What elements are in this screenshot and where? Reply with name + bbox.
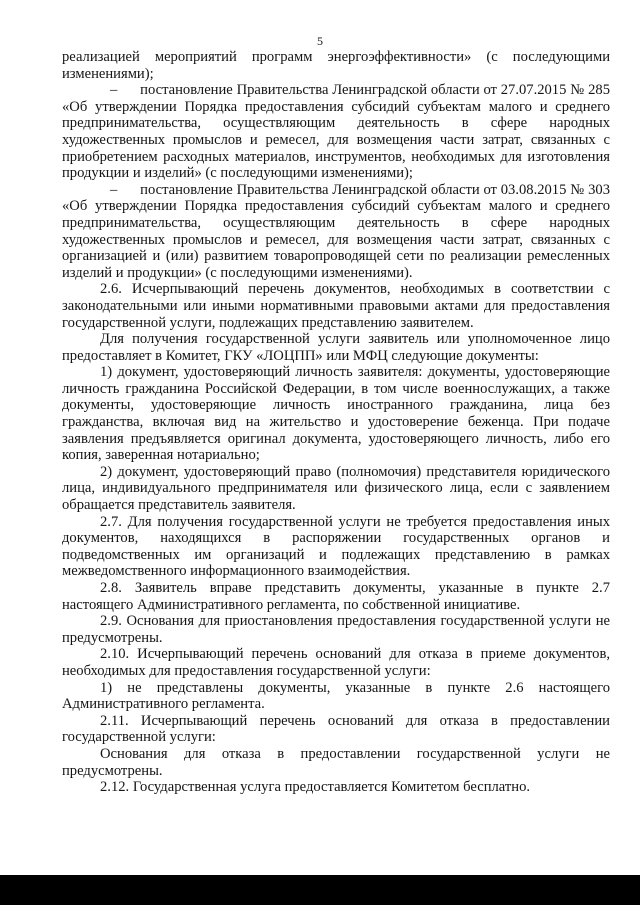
list-item-resolution-303: – постановление Правительства Ленинградской области от 03.08.2015 № 303 «Об утверждении Порядка предоставления субсидий субъектам малого и среднего предпринимательства, осуществляющим деятельность в сфере народных художественных промыслов и ремесел, для возмещения части затрат, связанных с организацией и (или) развитием товаропроводящей сети по реализации ремесленных изделий и продукции» (с последующими изменениями). xyxy=(62,181,610,281)
paragraph-energy-efficiency-end: реализацией мероприятий программ энергоэффективности» (с последующими изменениями); xyxy=(62,49,610,82)
paragraph-2-6: 2.6. Исчерпывающий перечень документов, необходимых в соответствии с законодательными или иными нормативными правовыми актами для предоставления государственной услуги, подлежащих представлению заявителем. xyxy=(62,281,610,331)
scan-bottom-border xyxy=(0,875,640,905)
paragraph-2-7: 2.7. Для получения государственной услуги не требуется предоставления иных документов, находящихся в распоряжении государственных органов и подведомственных им организаций и подлежащих представлению в рамках межведомственного информационного взаимодействия. xyxy=(62,513,610,580)
paragraph-2-10: 2.10. Исчерпывающий перечень оснований для отказа в приеме документов, необходимых для предоставления государственной услуги: xyxy=(62,646,610,679)
paragraph-no-refusal-grounds: Основания для отказа в предоставлении государственной услуги не предусмотрены. xyxy=(62,745,610,779)
paragraph-2-12: 2.12. Государственная услуга предоставляется Комитетом бесплатно. xyxy=(100,779,531,796)
document-body xyxy=(62,49,610,796)
page-number: 5 xyxy=(317,34,323,48)
paragraph-2-8: 2.8. Заявитель вправе представить документы, указанные в пункте 2.7 настоящего Административного регламента, по собственной инициативе. xyxy=(62,580,610,613)
paragraph-documents-intro: Для получения государственной услуги заявитель или уполномоченное лицо предоставляет в Комитет, ГКУ «ЛОЦПП» или МФЦ следующие документы: xyxy=(62,331,610,364)
list-item-resolution-285: – постановление Правительства Ленинградской области от 27.07.2015 № 285 «Об утверждении Порядка предоставления субсидий субъектам малого и среднего предпринимательства, осуществляющим деятельность в сфере народных художественных промыслов и ремесел, для возмещения части затрат, связанных с приобретением расходных материалов, инструментов, необходимых для изготовления продукции и изделий» (с последующими изменениями); xyxy=(62,82,610,182)
paragraph-2-9: 2.9. Основания для приостановления предоставления государственной услуги не предусмотрены. xyxy=(62,613,610,646)
paragraph-2-11: 2.11. Исчерпывающий перечень оснований для отказа в предоставлении государственной услуги: xyxy=(62,712,610,746)
list-item-identity-document: 1) документ, удостоверяющий личность заявителя: документы, удостоверяющие личность гражданина Российской Федерации, в том числе военнослужащих, а также документы, удостоверяющие личность иностранного гражданина, лица без гражданства, включая вид на жительство и удостоверение беженца. При подаче заявления предъявляется оригинал документа, удостоверяющего личность, либо его копия, заверенная нотариально; xyxy=(62,364,610,464)
list-item-representative-document: 2) документ, удостоверяющий право (полномочия) представителя юридического лица, индивидуального предпринимателя или физического лица, если с заявлением обращается представитель заявителя. xyxy=(62,463,610,514)
list-item-rejection-reason: 1) не представлены документы, указанные в пункте 2.6 настоящего Административного регламента. xyxy=(62,679,610,713)
